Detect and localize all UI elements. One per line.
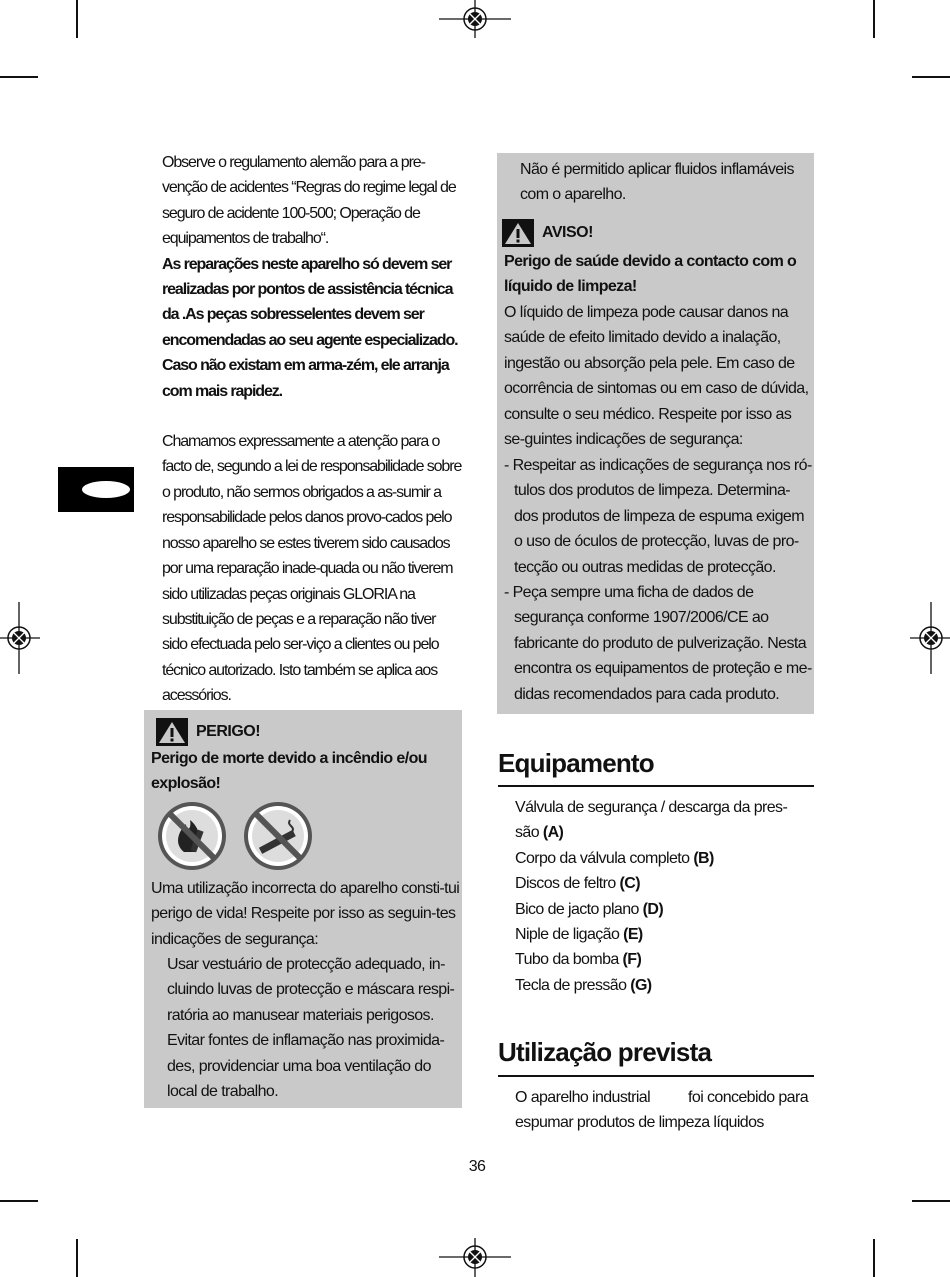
section-divider (498, 1075, 814, 1077)
registration-mark-icon (910, 602, 950, 674)
warning-body: O líquido de limpeza pode causar danos na saúde de efeito limitado devido a inalação, ingestão ou absorção pela pele. Em caso de ocorrência de sintomas ou em caso de dúvida, consulte o seu médico. Respeite por isso as se-guintes indicações de segurança: (504, 304, 809, 449)
repairs-paragraph: As reparações neste aparelho só devem ser realizadas por pontos de assistência técnica da .As peças sobresselentes devem ser encomendadas ao seu agente especializado. Caso não existam em arma-zém, ele arranja com mais rapidez. (162, 255, 458, 400)
crop-mark (76, 0, 78, 38)
page-number: 36 (468, 1158, 486, 1175)
warning-triangle-icon (502, 219, 534, 247)
crop-mark (873, 1239, 875, 1277)
danger-heading: Perigo de morte devido a incêndio e/ou explosão! (151, 750, 427, 793)
crop-mark (76, 1239, 78, 1277)
regulation-paragraph: Observe o regulamento alemão para a pre-venção de acidentes “Regras do regime legal de seguro de acidente 100-500; Operação de equipamentos de trabalho“. (162, 154, 456, 248)
equipment-list (515, 795, 810, 998)
registration-mark-icon (439, 0, 511, 40)
warning-label: AVISO! (542, 224, 593, 241)
left-column (162, 150, 462, 709)
equipment-item-b: Corpo da válvula completo (B) (515, 849, 714, 867)
danger-item: Evitar fontes de inflamação nas proximida-des, providenciar uma boa ventilação do local de trabalho. (167, 1032, 445, 1101)
warning-items (504, 453, 812, 707)
no-smoking-icon (242, 800, 314, 872)
danger-item: Usar vestuário de protecção adequado, in-cluindo luvas de protecção e máscara respi-ratória ao manusear materiais perigosos. (167, 956, 455, 1024)
crop-mark (912, 76, 950, 78)
language-tab-oval (82, 481, 130, 498)
equipment-item-g: Tecla de pressão (G) (515, 976, 652, 994)
equipment-item-d: Bico de jacto plano (D) (515, 900, 664, 918)
no-open-flame-icon (156, 800, 228, 872)
warning-heading: Perigo de saúde devido a contacto com o líquido de limpeza! (504, 253, 797, 296)
warning-header (502, 219, 593, 247)
equipment-item-c: Discos de feltro (C) (515, 875, 640, 893)
equipamento-title: Equipamento (498, 748, 654, 778)
equipment-item-f: Tubo da bomba (F) (515, 951, 642, 969)
danger-body: Uma utilização incorrecta do aparelho consti-tui perigo de vida! Respeite por isso as seguin-tes indicações de segurança: (151, 880, 460, 948)
registration-mark-icon (439, 1238, 511, 1277)
danger-items (167, 952, 457, 1104)
danger-header (156, 718, 260, 746)
crop-mark (912, 1200, 950, 1202)
flammable-item: Não é permitido aplicar fluidos inflamáveis com o aparelho. (520, 161, 794, 204)
equipment-item-a: Válvula de segurança / descarga da pres-são (A) (515, 799, 788, 842)
warning-triangle-icon (156, 718, 188, 746)
crop-mark (873, 0, 875, 38)
crop-mark (0, 76, 38, 78)
language-tab (58, 467, 134, 512)
section-divider (498, 785, 814, 787)
warning-item: - Respeitar as indicações de segurança nos ró-tulos dos produtos de limpeza. Determina-dos produtos de limpeza de espuma exigem o uso de óculos de protecção, luvas de pro-tecção ou outras medidas de protecção. (504, 457, 812, 576)
danger-label: PERIGO! (196, 723, 261, 740)
registration-mark-icon (0, 602, 40, 674)
utilizacao-text: O aparelho industrial foi concebido para espumar produtos de limpeza líquidos (515, 1089, 809, 1132)
crop-mark (0, 1200, 38, 1202)
warning-box (497, 153, 814, 714)
warning-item: - Peça sempre uma ficha de dados de segurança conforme 1907/2006/CE ao fabricante do produto de pulverização. Nesta encontra os equipamentos de proteção e me-didas recomendados para cada produto. (504, 584, 812, 703)
utilizacao-title: Utilização prevista (498, 1037, 712, 1067)
danger-box (144, 710, 462, 1108)
liability-paragraph: Chamamos expressamente a atenção para o facto de, segundo a lei de responsabilidade sobre o produto, não sermos obrigados a as-sumir a responsabilidade pelos danos provo-cados pelo nosso aparelho se estes tiverem sido causados por uma reparação inade-quada ou não tiverem sido utilizadas peças originais GLORIA na substituição de peças e a reparação não tiver sido efectuada pelo ser-viço a clientes ou pelo técnico autorizado. Isto também se aplica aos acessórios. (162, 433, 462, 705)
equipment-item-e: Niple de ligação (E) (515, 926, 643, 944)
